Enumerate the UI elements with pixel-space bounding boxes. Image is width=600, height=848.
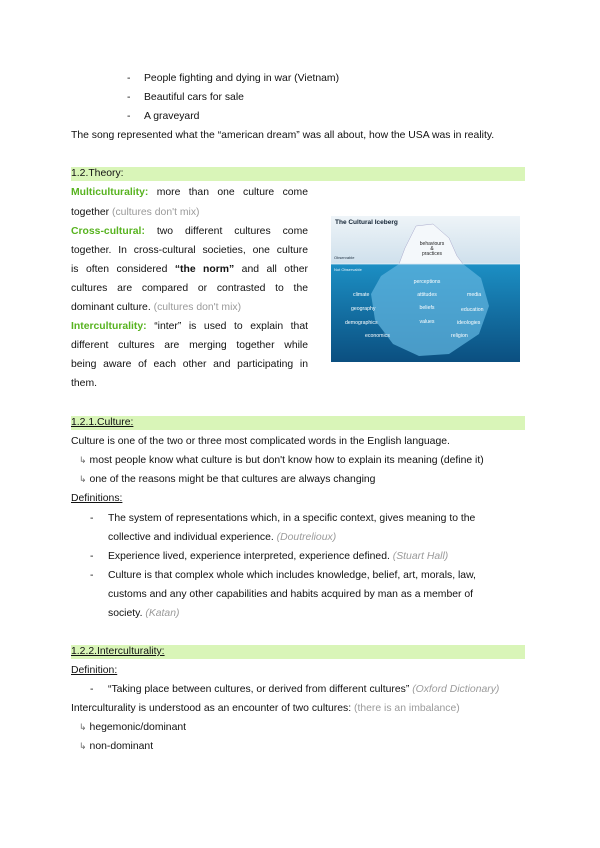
source: (Doutrelioux) [276, 532, 337, 543]
iceberg-word: geography [351, 306, 376, 312]
heading-text: 1.2.2.Interculturality: [71, 646, 165, 657]
term-interculturality: Interculturality: [71, 321, 147, 332]
text: and all other [241, 264, 308, 275]
list-item: A graveyard [144, 111, 200, 122]
iceberg-word: values [419, 319, 435, 325]
heading-text: 1.2.1.Culture: [71, 417, 134, 428]
interculturality-line: different cultures are merging together while [71, 340, 308, 351]
text: collective and individual experience. [108, 532, 274, 543]
list-dash: - [127, 92, 131, 103]
iceberg-word: beliefs [419, 305, 435, 311]
norm-bold: “the norm” [174, 264, 235, 275]
iceberg-word: religion [451, 333, 468, 339]
note: (cultures don't mix) [112, 207, 200, 218]
iceberg-word: education [461, 307, 484, 313]
source: (Katan) [145, 608, 180, 619]
text: one of the reasons might be that cultures are always changing [89, 474, 376, 485]
section-heading-culture [71, 416, 525, 430]
iceberg-title: The Cultural Iceberg [335, 219, 398, 226]
section-heading-interculturality [71, 645, 525, 659]
interculturality-line: being aware of each other and participating in [71, 359, 308, 370]
interculturality-line: them. [71, 378, 97, 389]
song-paragraph: The song represented what the “american dream” was all about, how the USA was in reality. [71, 130, 495, 141]
text: hegemonic/dominant [89, 722, 187, 733]
note: (cultures don't mix) [153, 302, 242, 313]
text: Experience lived, experience interpreted, experience defined. [108, 551, 390, 562]
multiculturality-line [71, 207, 199, 218]
text: “Taking place between cultures, or derived from different cultures” [108, 684, 410, 695]
cultural-iceberg-image [331, 216, 520, 362]
definition-line [108, 608, 179, 619]
text: non-dominant [89, 741, 154, 752]
definition-label: Definition: [71, 665, 118, 676]
text: together [71, 207, 110, 218]
not-observable-label: Not Observable [334, 267, 362, 272]
culture-type-item [79, 722, 186, 733]
iceberg-word: climate [353, 292, 370, 298]
definition-line [108, 532, 336, 543]
text: society. [108, 608, 143, 619]
iceberg-word: media [467, 292, 482, 298]
crosscultural-line: together. In cross-cultural societies, one culture [71, 245, 308, 256]
list-dash: - [90, 513, 94, 524]
arrow-icon: ↳ [79, 741, 87, 751]
source: (Oxford Dictionary) [412, 684, 500, 695]
crosscultural-line [71, 226, 308, 237]
iceberg-word: attitudes [417, 292, 437, 298]
text: behaviours [419, 241, 445, 247]
list-dash: - [127, 111, 131, 122]
observable-label: Observable [334, 255, 355, 260]
list-item: Beautiful cars for sale [144, 92, 244, 103]
text: practices [421, 251, 442, 257]
culture-point [79, 455, 484, 466]
definition-line: customs and any other capabilities and habits acquired by man as a member of [108, 589, 474, 600]
intercult-definition [108, 684, 499, 695]
list-dash: - [90, 570, 94, 581]
term-multiculturality: Multiculturality: [71, 187, 149, 198]
source: (Stuart Hall) [392, 551, 449, 562]
encounter-line [71, 703, 460, 714]
list-dash: - [90, 684, 94, 695]
text: dominant culture. [71, 302, 151, 313]
list-dash: - [127, 73, 131, 84]
arrow-icon: ↳ [79, 722, 87, 732]
text: most people know what culture is but don't know how to explain its meaning (define it) [89, 455, 484, 466]
text: is often considered [71, 264, 168, 275]
crosscultural-line [71, 264, 308, 275]
definitions-label: Definitions: [71, 493, 123, 504]
interculturality-line [71, 321, 308, 332]
section-heading-theory [71, 167, 525, 181]
arrow-icon: ↳ [79, 474, 87, 484]
crosscultural-line: cultures are compared or contrasted to the [71, 283, 308, 294]
note: (there is an imbalance) [354, 703, 460, 714]
text: & [430, 246, 434, 252]
term-crosscultural: Cross-cultural: [71, 226, 145, 237]
arrow-icon: ↳ [79, 455, 87, 465]
text: “inter” is used to explain that [154, 321, 308, 332]
crosscultural-line [71, 302, 241, 313]
list-dash: - [90, 551, 94, 562]
heading-text: 1.2.Theory: [71, 168, 124, 179]
culture-intro: Culture is one of the two or three most complicated words in the English language. [71, 436, 450, 447]
iceberg-top-text [411, 242, 453, 257]
iceberg-word: ideologies [457, 320, 481, 326]
text: Interculturality is understood as an encounter of two cultures: [71, 703, 352, 714]
iceberg-word: perceptions [413, 279, 441, 285]
text: more than one culture come [156, 187, 308, 198]
iceberg-shape [331, 216, 520, 362]
iceberg-word: demographics [345, 320, 378, 326]
culture-type-item [79, 741, 153, 752]
definition-line: The system of representations which, in a specific context, gives meaning to the [108, 513, 476, 524]
culture-point [79, 474, 375, 485]
list-item: People fighting and dying in war (Vietnam) [144, 73, 340, 84]
definition-line [108, 551, 448, 562]
text: two different cultures come [156, 226, 309, 237]
multiculturality-line [71, 187, 308, 198]
iceberg-word: economics [365, 333, 390, 339]
definition-line: Culture is that complex whole which includes knowledge, belief, art, morals, law, [108, 570, 476, 581]
